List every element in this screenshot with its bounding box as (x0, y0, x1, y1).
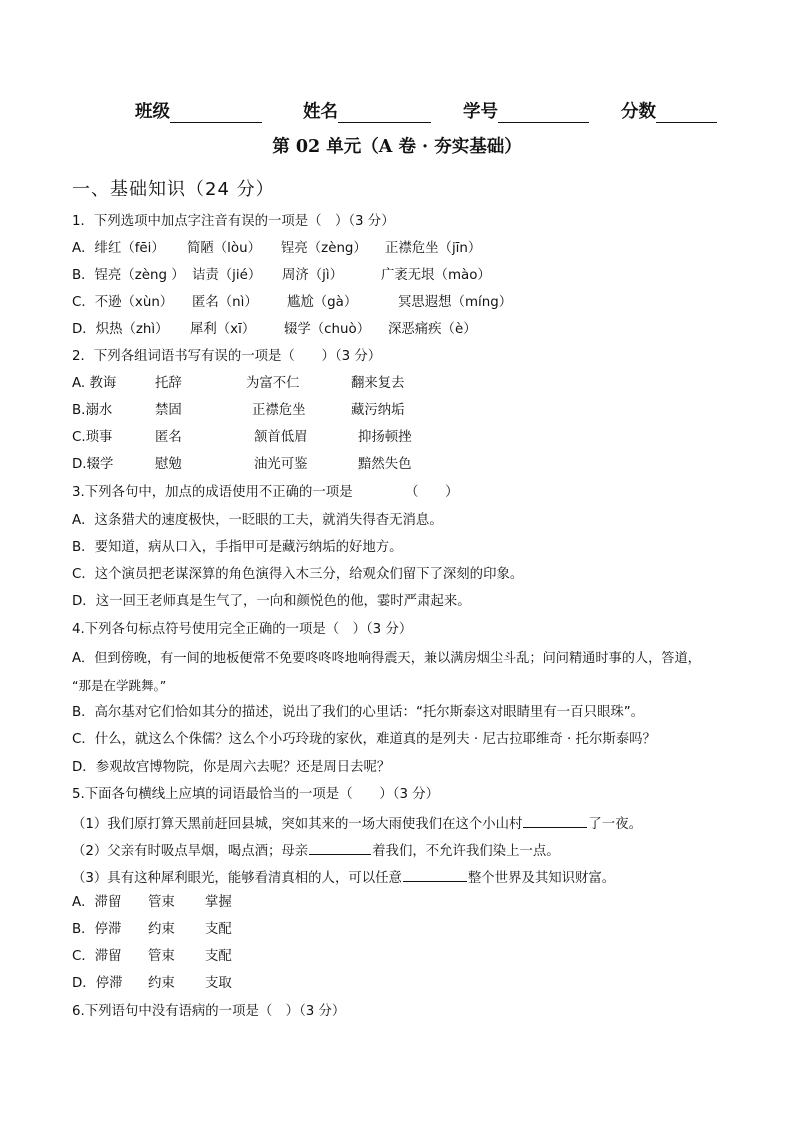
q2-a-item-4: 翻来复去 (351, 376, 405, 391)
q3-option-c[interactable]: C．这个演员把老谋深算的角色演得入木三分，给观众们留下了深刻的印象。 (72, 567, 524, 582)
q4-stem: 4.下列各句标点符号使用完全正确的一项是（ ）（3 分） (72, 622, 413, 637)
student-id-field[interactable] (463, 98, 589, 123)
q5-s3-blank[interactable] (403, 867, 467, 882)
q1-b-item-2: 诘责（jié） (192, 268, 262, 283)
q5-c-item-3: 支配 (205, 949, 232, 964)
class-blank[interactable] (170, 103, 262, 123)
q1-c-item-4: 冥思遐想（míng） (398, 295, 513, 310)
q2-c-item-1: C.琐事 (72, 430, 113, 445)
q4-option-a-line2[interactable]: “那是在学跳舞。” (72, 678, 167, 693)
q5-c-item-1: C．滞留 (72, 949, 122, 964)
q1-c-item-1: C．不逊（xùn） (72, 295, 174, 310)
q2-a-item-1: A. 教诲 (72, 376, 117, 391)
q4-option-a-line1[interactable]: A．但到傍晚，有一间的地板便常不免要咚咚咚地响得震天，兼以满房烟尘斗乱；问问精通时事的人，答道， (72, 651, 701, 666)
q2-a-item-2: 托辞 (155, 376, 182, 391)
q1-d-item-3: 辍学（chuò） (284, 322, 371, 337)
q3-answer-paren[interactable]: （ ） (405, 485, 459, 500)
q2-d-item-2: 慰勉 (155, 457, 182, 472)
q6-stem: 6.下列语句中没有语病的一项是（ ）（3 分） (72, 1004, 346, 1019)
page-title: 第 02 单元（A 卷 · 夯实基础） (272, 137, 522, 157)
q5-sentence-2 (72, 840, 560, 861)
section-heading: 一、基础知识（24 分） (72, 179, 275, 200)
q3-option-a[interactable]: A．这条猎犬的速度极快，一眨眼的工夫，就消失得杳无消息。 (72, 513, 443, 528)
q2-c-item-3: 颔首低眉 (254, 430, 308, 445)
q5-b-item-1: B．停滞 (72, 922, 122, 937)
q5-a-item-2: 管束 (148, 895, 175, 910)
q2-b-item-1: B.溺水 (72, 403, 113, 418)
name-label: 姓名 (303, 102, 338, 122)
q5-b-item-2: 约束 (148, 922, 175, 937)
q1-a-item-1: A．绯红（fēi） (72, 241, 165, 256)
q2-b-item-2: 禁固 (155, 403, 182, 418)
q4-option-c[interactable]: C．什么，就这么个侏儒？这么个小巧玲珑的家伙，难道真的是列夫 · 尼古拉耶维奇 · 托尔斯泰吗？ (72, 732, 656, 747)
q1-stem: 1．下列选项中加点字注音有误的一项是（ ）（3 分） (72, 214, 395, 229)
q5-s3-part-1: （3）具有这种犀利眼光，能够看清真相的人，可以任意 (72, 871, 402, 886)
q5-s1-blank[interactable] (523, 813, 587, 828)
q5-s1-part-2: 了一夜。 (588, 817, 642, 832)
score-blank[interactable] (656, 103, 717, 123)
q2-d-item-1: D.辍学 (72, 457, 114, 472)
q4-option-d[interactable]: D．参观故宫博物院，你是周六去呢？还是周日去呢？ (72, 760, 391, 775)
q2-a-item-3: 为富不仁 (246, 376, 300, 391)
student-id-blank[interactable] (498, 103, 589, 123)
q3-option-d[interactable]: D．这一回王老师真是生气了，一向和颜悦色的他，霎时严肃起来。 (72, 594, 471, 609)
score-field[interactable] (621, 98, 717, 123)
q1-d-item-4: 深恶痛疾（è） (388, 322, 477, 337)
student-id-label: 学号 (463, 102, 498, 122)
q1-b-item-1: B．锃亮（zèng ） (72, 268, 185, 283)
score-label: 分数 (621, 102, 656, 122)
q1-a-item-4: 正襟危坐（jīn） (385, 241, 482, 256)
q5-d-item-2: 约束 (148, 976, 175, 991)
q1-a-item-3: 锃亮（zèng） (281, 241, 367, 256)
name-blank[interactable] (338, 103, 431, 123)
q1-a-item-2: 简陋（lòu） (187, 241, 261, 256)
q5-a-item-3: 掌握 (205, 895, 232, 910)
q1-c-item-3: 尴尬（gà） (287, 295, 358, 310)
q2-c-item-2: 匿名 (155, 430, 182, 445)
q2-c-item-4: 抑扬顿挫 (358, 430, 412, 445)
q3-stem (72, 484, 459, 502)
q5-s3-part-2: 整个世界及其知识财富。 (467, 871, 616, 886)
q4-option-b[interactable]: B．高尔基对它们恰如其分的描述，说出了我们的心里话：“托尔斯泰这对眼睛里有一百只眼珠”。 (72, 705, 645, 720)
q5-d-item-3: 支取 (205, 976, 232, 991)
q1-d-item-2: 犀利（xī） (190, 322, 256, 337)
student-info-header (135, 98, 735, 124)
q2-stem: 2．下列各组词语书写有误的一项是（ ）（3 分） (72, 349, 382, 364)
q5-s2-part-1: （2）父亲有时吸点旱烟，喝点酒；母亲 (72, 844, 309, 859)
q2-b-item-4: 藏污纳垢 (351, 403, 405, 418)
q5-sentence-1 (72, 813, 642, 834)
q5-s2-blank[interactable] (309, 840, 371, 855)
q1-b-item-3: 周济（jì） (282, 268, 344, 283)
q5-stem: 5.下面各句横线上应填的词语最恰当的一项是（ ）（3 分） (72, 787, 440, 802)
q5-s1-part-1: （1）我们原打算天黑前赶回县城，突如其来的一场大雨使我们在这个小山村 (72, 817, 523, 832)
q2-d-item-4: 黯然失色 (358, 457, 412, 472)
q5-d-item-1: D．停滞 (72, 976, 123, 991)
name-field[interactable] (303, 98, 431, 123)
q5-c-item-2: 管束 (148, 949, 175, 964)
q3-stem-text: 3.下列各句中，加点的成语使用不正确的一项是 (72, 485, 353, 500)
class-label: 班级 (135, 102, 170, 122)
q1-d-item-1: D．炽热（zhì） (72, 322, 169, 337)
class-field[interactable] (135, 98, 262, 123)
q5-sentence-3 (72, 867, 615, 888)
q2-d-item-3: 油光可鉴 (254, 457, 308, 472)
q2-b-item-3: 正襟危坐 (252, 403, 306, 418)
q5-b-item-3: 支配 (205, 922, 232, 937)
q5-s2-part-2: 着我们，不允许我们染上一点。 (372, 844, 560, 859)
q5-a-item-1: A．滞留 (72, 895, 122, 910)
q3-option-b[interactable]: B．要知道，病从口入，手指甲可是藏污纳垢的好地方。 (72, 540, 403, 555)
q1-c-item-2: 匿名（nì） (192, 295, 258, 310)
q1-b-item-4: 广袤无垠（mào） (381, 268, 491, 283)
